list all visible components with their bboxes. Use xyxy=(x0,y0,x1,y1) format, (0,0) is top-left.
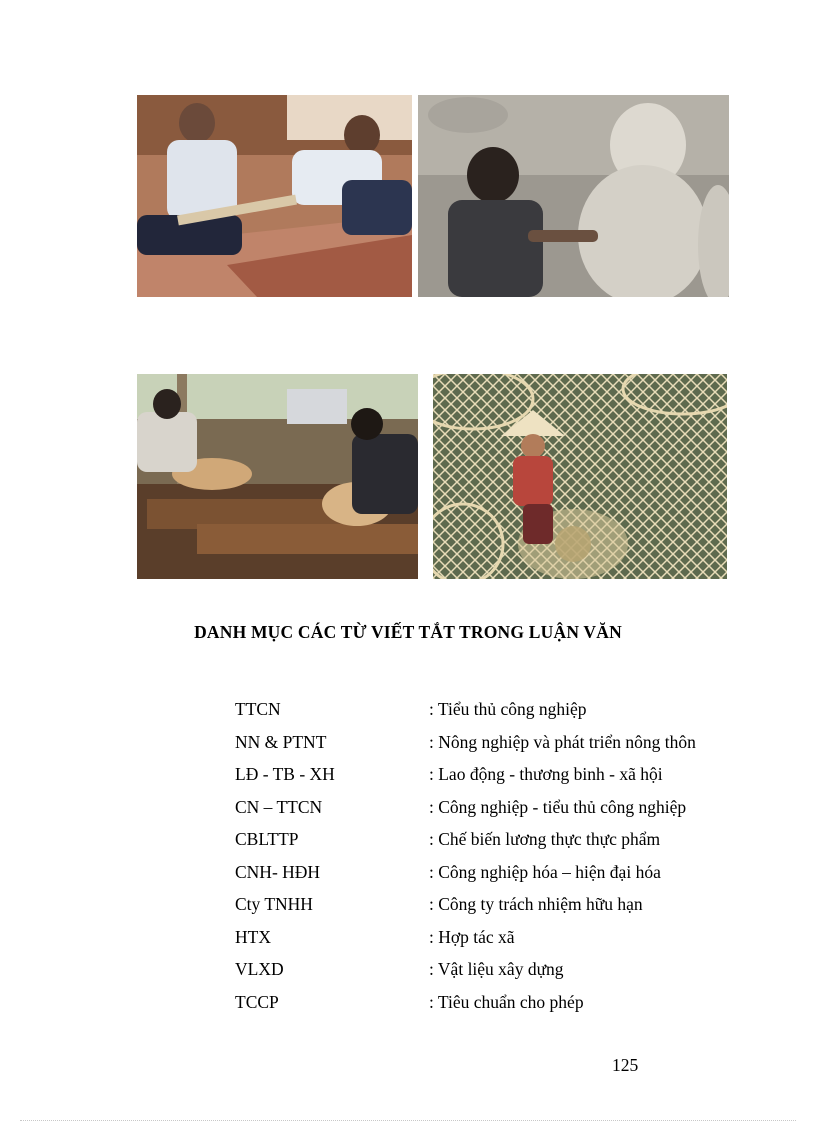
list-item xyxy=(235,797,755,830)
photo-stone-statue-carving xyxy=(418,95,729,297)
list-item xyxy=(235,927,755,960)
photo-bamboo-basket-weaving xyxy=(433,374,727,579)
abbreviation-meaning: : Công ty trách nhiệm hữu hạn xyxy=(429,894,643,914)
abbreviation-meaning: : Hợp tác xã xyxy=(429,926,515,947)
abbreviation-meaning: : Vật liệu xây dựng xyxy=(429,959,564,979)
footer-divider xyxy=(20,1120,796,1121)
page-number: 125 xyxy=(612,1055,639,1075)
list-item xyxy=(235,992,755,1025)
list-item xyxy=(235,959,755,992)
abbreviation-meaning: : Nông nghiệp và phát triển nông thôn xyxy=(429,731,696,752)
abbreviation-meaning: : Tiểu thủ công nghiệp xyxy=(429,699,587,719)
abbreviation-code: Cty TNHH xyxy=(235,894,313,914)
abbreviation-code: TCCP xyxy=(235,991,279,1012)
list-item xyxy=(235,764,755,797)
abbreviation-code: TTCN xyxy=(235,699,281,719)
abbreviation-list xyxy=(235,699,755,1024)
list-item xyxy=(235,894,755,927)
abbreviation-code: NN & PTNT xyxy=(235,731,327,752)
abbreviation-meaning: : Chế biến lương thực thực phẩm xyxy=(429,829,661,849)
photo-woodcarving-workshop xyxy=(137,374,418,579)
list-item xyxy=(235,732,755,765)
abbreviation-meaning: : Lao động - thương binh - xã hội xyxy=(429,764,663,784)
abbreviation-code: HTX xyxy=(235,926,271,947)
abbreviation-code: CNH- HĐH xyxy=(235,861,321,882)
list-item xyxy=(235,862,755,895)
abbreviation-code: CN – TTCN xyxy=(235,796,323,817)
abbreviation-code: CBLTTP xyxy=(235,829,299,849)
list-item xyxy=(235,699,755,732)
abbreviation-meaning: : Công nghiệp - tiểu thủ công nghiệp xyxy=(429,796,687,817)
photo-wood-panel-carving xyxy=(137,95,412,297)
list-item xyxy=(235,829,755,862)
abbreviation-meaning: : Tiêu chuẩn cho phép xyxy=(429,991,584,1012)
abbreviation-code: VLXD xyxy=(235,959,284,979)
abbreviation-meaning: : Công nghiệp hóa – hiện đại hóa xyxy=(429,861,661,882)
abbreviation-code: LĐ - TB - XH xyxy=(235,764,335,784)
page-title: DANH MỤC CÁC TỪ VIẾT TẮT TRONG LUẬN VĂN xyxy=(194,622,622,642)
